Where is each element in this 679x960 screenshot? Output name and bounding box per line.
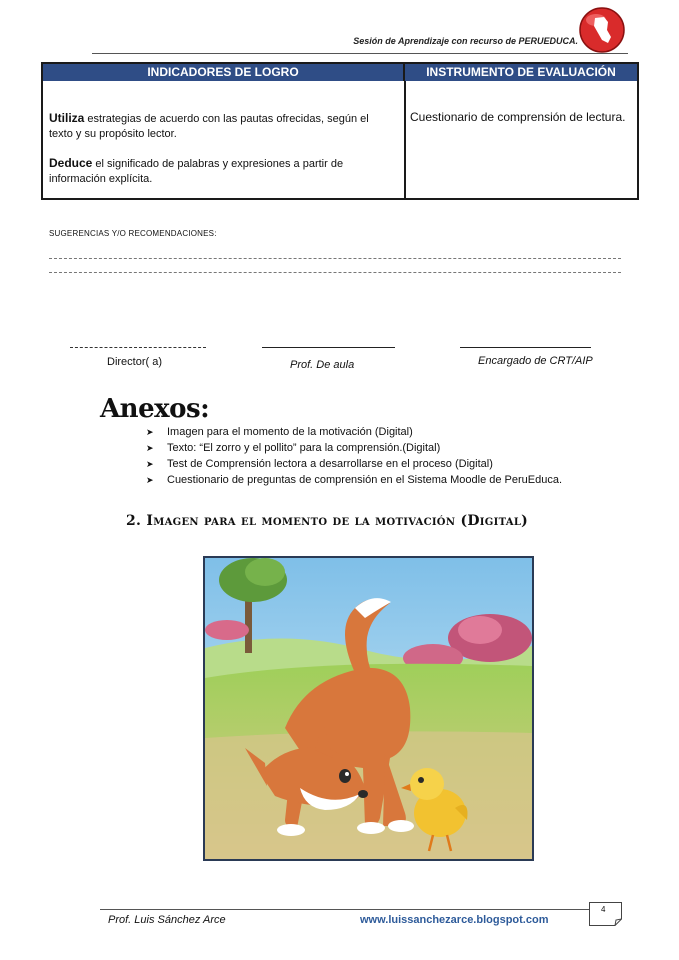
arrow-bullet-icon: ➤ <box>146 459 154 469</box>
crt-signature-line <box>460 347 591 348</box>
page-number: 4 <box>601 905 606 914</box>
page-number-box <box>589 902 622 926</box>
indicator-verb: Deduce <box>49 156 93 170</box>
indicators-cell <box>49 111 394 201</box>
teacher-signature-line <box>262 347 395 348</box>
indicator-item <box>49 111 394 142</box>
table-header-indicators: INDICADORES DE LOGRO <box>43 64 405 81</box>
indicator-text: el significado de palabras y expresiones a partir de información explícita. <box>49 158 344 185</box>
footer-author: Prof. Luis Sánchez Arce <box>108 914 226 926</box>
indicator-item <box>49 156 394 187</box>
suggestions-line <box>49 258 621 259</box>
list-item-text: Texto: “El zorro y el pollito” para la comprensión.(Digital) <box>167 442 441 454</box>
suggestions-line <box>49 272 621 273</box>
fox-and-chick-illustration <box>203 556 534 861</box>
header-divider <box>92 53 628 54</box>
list-item-text: Imagen para el momento de la motivación (Digital) <box>167 426 413 438</box>
indicators-table <box>41 62 639 200</box>
arrow-bullet-icon: ➤ <box>146 443 154 453</box>
table-header-instrument: INSTRUMENTO DE EVALUACIÓN <box>405 64 637 81</box>
list-item <box>146 440 562 456</box>
arrow-bullet-icon: ➤ <box>146 475 154 485</box>
instrument-cell: Cuestionario de comprensión de lectura. <box>410 110 626 124</box>
director-signature-line <box>70 347 206 348</box>
list-item-text: Test de Comprensión lectora a desarrollarse en el proceso (Digital) <box>167 458 493 470</box>
illustration-svg <box>205 558 532 859</box>
list-item <box>146 472 562 488</box>
suggestions-label: SUGERENCIAS Y/O RECOMENDACIONES: <box>49 229 217 238</box>
header-title: Sesión de Aprendizaje con recurso de PERUEDUCA. <box>353 36 578 46</box>
list-item <box>146 424 562 440</box>
arrow-bullet-icon: ➤ <box>146 427 154 437</box>
perueduca-logo-icon <box>578 6 626 54</box>
list-item <box>146 456 562 472</box>
list-item-text: Cuestionario de preguntas de comprensión en el Sistema Moodle de PeruEduca. <box>167 474 563 486</box>
director-label: Director( a) <box>107 356 163 368</box>
table-column-divider <box>404 81 406 198</box>
footer-website-link[interactable]: www.luissanchezarce.blogspot.com <box>360 914 549 926</box>
footer-divider <box>100 909 590 910</box>
indicator-verb: Utiliza <box>49 111 85 125</box>
crt-label: Encargado de CRT/AIP <box>478 355 593 367</box>
anexos-title: Anexos: <box>100 394 210 424</box>
section-title: 2. Imagen para el momento de la motivación (Digital) <box>126 513 529 529</box>
anexos-list <box>146 424 562 488</box>
indicator-text: estrategias de acuerdo con las pautas ofrecidas, según el texto y su propósito lector. <box>49 113 369 140</box>
teacher-label: Prof. De aula <box>290 359 355 371</box>
